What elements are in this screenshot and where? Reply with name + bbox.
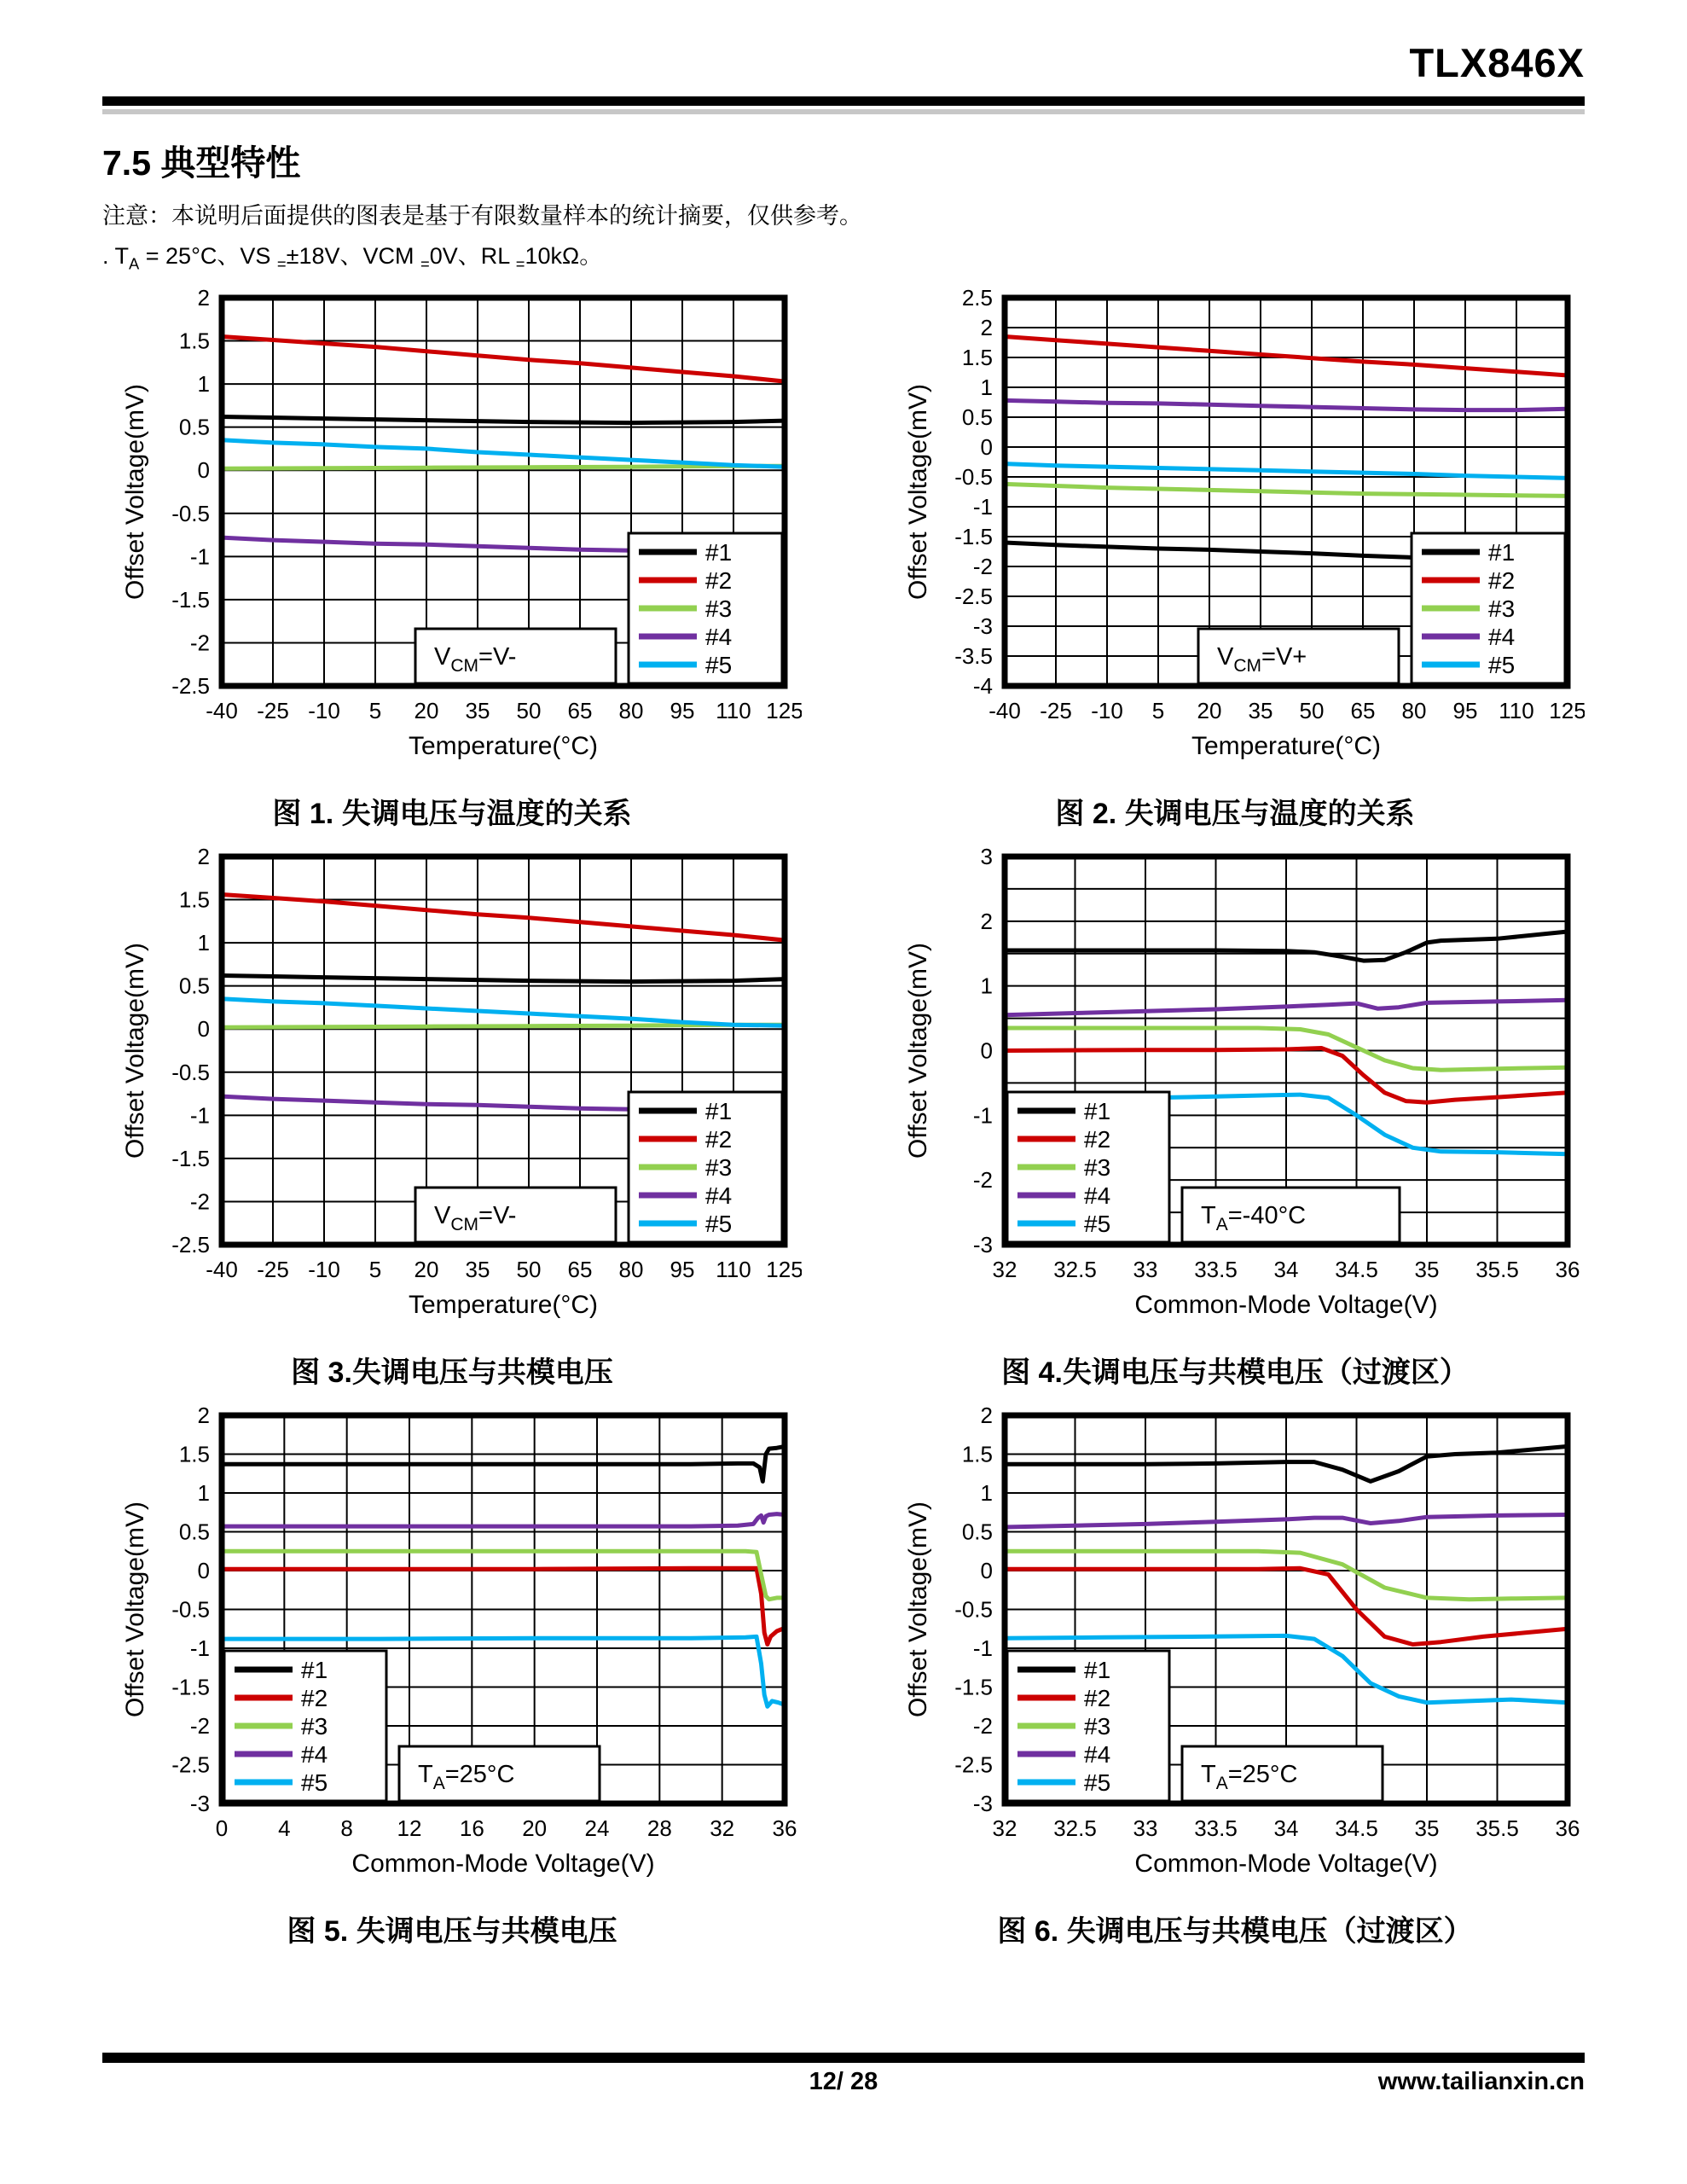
line-chart-figure-6: [885, 1403, 1585, 1906]
header-divider: [102, 96, 1585, 109]
legend-label-#4: #4: [705, 624, 733, 651]
legend-label-#2: #2: [301, 1685, 328, 1712]
y-tick-label: -0.5: [171, 1596, 210, 1623]
y-axis-ticks: [954, 1403, 993, 1816]
legend-label-#4: #4: [1488, 624, 1516, 651]
chart-legend: [1007, 1651, 1169, 1801]
figure-4-caption: 图 4.失调电压与共模电压（过渡区）: [1001, 1356, 1469, 1390]
y-tick-label: 0.5: [178, 973, 210, 1000]
line-chart-figure-2: [885, 285, 1585, 788]
figure-3: [102, 844, 802, 1391]
y-tick-label: 3: [980, 844, 993, 870]
x-tick-label: 50: [516, 1257, 542, 1283]
chart-canvas-2: [885, 285, 1585, 788]
legend-label-#3: #3: [1488, 595, 1516, 623]
x-tick-label: 125: [766, 1257, 802, 1283]
y-tick-label: -2.5: [954, 584, 993, 610]
y-tick-label: -3.5: [954, 643, 993, 670]
legend-label-#4: #4: [301, 1741, 328, 1769]
legend-label-#4: #4: [705, 1182, 733, 1210]
figure-2-caption: 图 2. 失调电压与温度的关系: [1055, 798, 1415, 831]
x-axis-ticks: [993, 1815, 1580, 1841]
series-line-#1: [222, 976, 785, 982]
chart-canvas-5: [102, 1403, 802, 1906]
y-tick-label: 2.5: [961, 285, 993, 311]
x-tick-label: 5: [368, 698, 382, 724]
x-tick-label: 20: [1197, 698, 1222, 724]
charts-grid: [102, 285, 1585, 1949]
x-tick-label: 5: [1151, 698, 1165, 724]
x-axis-ticks: [988, 698, 1585, 723]
x-tick-label: 24: [584, 1815, 610, 1842]
y-tick-label: -2: [972, 1713, 993, 1740]
y-tick-label: 0: [980, 434, 993, 461]
series-line-#5: [222, 999, 785, 1025]
footer-divider: [102, 2053, 1585, 2063]
chart-legend: [629, 533, 782, 683]
y-tick-label: 0: [197, 457, 210, 484]
y-tick-label: -2.5: [171, 673, 210, 700]
line-chart-figure-4: [885, 844, 1585, 1347]
page-number: 12/ 28: [809, 2068, 878, 2095]
legend-label-#1: #1: [1488, 539, 1516, 566]
annotation-text: $T_A=-40^\circ C$: [1201, 1202, 1307, 1235]
section-title: 7.5 典型特性: [102, 143, 301, 183]
x-tick-label: -10: [1091, 698, 1123, 724]
legend-label-#5: #5: [1084, 1211, 1111, 1238]
x-tick-label: 33.5: [1194, 1257, 1238, 1283]
line-chart-figure-3: [102, 844, 802, 1347]
y-tick-label: -3: [972, 613, 993, 640]
y-tick-label: 0: [197, 1016, 210, 1043]
y-tick-label: 1: [980, 973, 993, 1000]
y-axis-title: Offset Voltage(mV): [904, 1502, 932, 1718]
figure-5: [102, 1403, 802, 1949]
x-tick-label: 33.5: [1194, 1815, 1238, 1842]
chart-annotation: [415, 629, 616, 683]
x-tick-label: 8: [340, 1815, 353, 1842]
y-tick-label: -1: [189, 543, 210, 570]
y-axis-title: Offset Voltage(mV): [904, 943, 932, 1159]
y-axis-ticks: [954, 285, 993, 699]
x-tick-label: 20: [414, 1257, 439, 1283]
y-tick-label: 0.5: [178, 1519, 210, 1545]
y-tick-label: -1.5: [954, 1674, 993, 1700]
y-tick-label: 2: [197, 285, 210, 311]
y-tick-label: 2: [197, 1403, 210, 1429]
legend-label-#5: #5: [705, 1211, 733, 1238]
y-tick-label: -1: [189, 1635, 210, 1662]
x-tick-label: -10: [308, 698, 340, 724]
x-tick-label: 50: [516, 698, 542, 724]
x-tick-label: 12: [397, 1815, 422, 1842]
y-tick-label: -2.5: [171, 1232, 210, 1258]
x-tick-label: 35.5: [1475, 1815, 1519, 1842]
x-tick-label: 35: [1414, 1257, 1440, 1283]
legend-label-#3: #3: [301, 1713, 328, 1740]
x-axis-ticks: [993, 1257, 1580, 1282]
legend-label-#2: #2: [1084, 1685, 1111, 1712]
y-tick-label: 2: [197, 844, 210, 870]
legend-label-#2: #2: [705, 567, 733, 595]
legend-label-#1: #1: [301, 1657, 328, 1684]
y-tick-label: -3: [972, 1232, 993, 1258]
x-tick-label: 65: [567, 1257, 593, 1283]
y-tick-label: -2.5: [954, 1751, 993, 1778]
x-tick-label: 4: [278, 1815, 291, 1842]
y-axis-ticks: [171, 1403, 210, 1816]
x-tick-label: 28: [646, 1815, 672, 1842]
y-tick-label: 2: [980, 1403, 993, 1429]
line-chart-figure-1: [102, 285, 802, 788]
y-tick-label: 2: [980, 315, 993, 341]
series-line-#2: [222, 337, 785, 382]
x-tick-label: 110: [716, 1257, 751, 1283]
x-tick-label: 125: [766, 698, 802, 724]
y-tick-label: 1: [197, 371, 210, 398]
x-tick-label: 80: [1401, 698, 1427, 724]
y-tick-label: 0.5: [961, 404, 993, 431]
x-tick-label: 32.5: [1053, 1815, 1097, 1842]
x-tick-label: 32: [710, 1815, 735, 1842]
figure-1-caption: 图 1. 失调电压与温度的关系: [272, 798, 632, 831]
x-tick-label: 95: [670, 698, 695, 724]
legend-label-#3: #3: [1084, 1713, 1111, 1740]
y-tick-label: 2: [980, 909, 993, 935]
y-tick-label: -3: [189, 1791, 210, 1817]
x-tick-label: 110: [1499, 698, 1534, 724]
x-tick-label: 80: [618, 1257, 644, 1283]
legend-label-#2: #2: [1488, 567, 1516, 595]
x-tick-label: 20: [414, 698, 439, 724]
y-axis-title: Offset Voltage(mV): [121, 384, 149, 601]
x-tick-label: 110: [716, 698, 751, 724]
figure-6: [885, 1403, 1585, 1949]
chart-legend: [1412, 533, 1565, 683]
y-tick-label: 1: [197, 930, 210, 956]
y-tick-label: -2: [189, 1188, 210, 1215]
y-tick-label: 1: [980, 375, 993, 401]
x-tick-label: 36: [772, 1815, 797, 1842]
y-tick-label: -4: [972, 673, 993, 700]
y-tick-label: -0.5: [171, 1060, 210, 1086]
y-tick-label: 1.5: [178, 328, 210, 354]
chart-canvas-4: [885, 844, 1585, 1347]
x-tick-label: 34: [1273, 1257, 1299, 1283]
x-tick-label: 36: [1555, 1257, 1580, 1283]
x-tick-label: -25: [1040, 698, 1072, 724]
series-lines: [222, 895, 785, 1111]
legend-label-#1: #1: [1084, 1098, 1111, 1125]
x-tick-label: 95: [1452, 698, 1478, 724]
figure-5-caption: 图 5. 失调电压与共模电压: [287, 1915, 617, 1949]
y-axis-ticks: [171, 285, 210, 699]
chart-legend: [224, 1651, 386, 1801]
x-tick-label: 50: [1299, 698, 1325, 724]
y-axis-title: Offset Voltage(mV): [121, 943, 149, 1159]
x-tick-label: 35: [1414, 1815, 1440, 1842]
x-axis-ticks: [206, 1257, 802, 1282]
document-title: TLX846X: [1409, 40, 1585, 85]
footer-website: www.tailianxin.cn: [1377, 2068, 1585, 2095]
x-tick-label: 125: [1549, 698, 1585, 724]
y-tick-label: 0: [197, 1558, 210, 1584]
x-tick-label: -40: [206, 698, 238, 724]
x-tick-label: -25: [257, 1257, 289, 1283]
y-tick-label: -1.5: [171, 1146, 210, 1172]
page-footer: [102, 2053, 1585, 2102]
legend-label-#5: #5: [1084, 1769, 1111, 1797]
x-tick-label: 35: [465, 698, 490, 724]
series-line-#3: [222, 467, 785, 469]
x-tick-label: 35: [465, 1257, 490, 1283]
y-tick-label: 0.5: [178, 415, 210, 441]
y-tick-label: -1.5: [954, 524, 993, 550]
legend-label-#4: #4: [1084, 1741, 1111, 1769]
x-tick-label: 33: [1133, 1257, 1158, 1283]
series-line-#1: [222, 417, 785, 423]
x-tick-label: 95: [670, 1257, 695, 1283]
x-tick-label: 32: [992, 1815, 1017, 1842]
chart-canvas-3: [102, 844, 802, 1347]
legend-label-#2: #2: [1084, 1126, 1111, 1153]
x-axis-title: Temperature(°C): [408, 732, 599, 761]
x-tick-label: 35: [1248, 698, 1273, 724]
x-tick-label: 65: [567, 698, 593, 724]
series-line-#3: [222, 1552, 785, 1600]
y-tick-label: -0.5: [954, 464, 993, 491]
y-tick-label: -0.5: [954, 1596, 993, 1623]
conditions-line: . $T_A = 25^\circ C$、VS $_=$±18V、VCM $_=$0V、RL $_=$10kΩ。: [102, 243, 603, 273]
x-tick-label: 35.5: [1475, 1257, 1519, 1283]
legend-label-#1: #1: [1084, 1657, 1111, 1684]
y-tick-label: -2.5: [171, 1751, 210, 1778]
x-tick-label: 33: [1133, 1815, 1158, 1842]
x-tick-label: 34.5: [1335, 1257, 1378, 1283]
x-tick-label: 32: [992, 1257, 1017, 1283]
series-line-#2: [1005, 337, 1568, 376]
annotation-text: $V_{CM}=V+$: [1217, 643, 1307, 677]
y-tick-label: 1.5: [961, 1441, 993, 1467]
legend-label-#5: #5: [301, 1769, 328, 1797]
x-tick-label: -25: [257, 698, 289, 724]
chart-annotation: [1182, 1746, 1383, 1801]
y-axis-ticks: [973, 844, 993, 1258]
legend-label-#5: #5: [705, 652, 733, 679]
x-tick-label: 34.5: [1335, 1815, 1378, 1842]
y-axis-title: Offset Voltage(mV): [121, 1502, 149, 1718]
y-tick-label: -1.5: [171, 1674, 210, 1700]
x-tick-label: -40: [988, 698, 1021, 724]
annotation-text: $T_A=25^\circ C$: [418, 1761, 515, 1794]
series-line-#4: [1005, 401, 1568, 410]
y-tick-label: 1: [197, 1480, 210, 1507]
y-tick-label: -1: [972, 494, 993, 520]
y-tick-label: -1: [972, 1102, 993, 1129]
x-axis-title: Common-Mode Voltage(V): [351, 1850, 655, 1879]
y-axis-title: Offset Voltage(mV): [904, 384, 932, 601]
chart-legend: [1007, 1092, 1169, 1242]
y-tick-label: 1.5: [178, 1441, 210, 1467]
line-chart-figure-5: [102, 1403, 802, 1906]
series-line-#5: [222, 440, 785, 467]
y-tick-label: -0.5: [171, 501, 210, 527]
x-tick-label: 65: [1350, 698, 1376, 724]
chart-legend: [629, 1092, 782, 1242]
y-tick-label: 0.5: [961, 1519, 993, 1545]
y-tick-label: -1: [972, 1635, 993, 1662]
legend-label-#2: #2: [705, 1126, 733, 1153]
legend-label-#3: #3: [705, 595, 733, 623]
series-line-#3: [1005, 485, 1568, 497]
legend-label-#4: #4: [1084, 1182, 1111, 1210]
chart-annotation: [1198, 629, 1399, 683]
y-tick-label: 1.5: [178, 886, 210, 913]
annotation-text: $T_A=25^\circ C$: [1201, 1761, 1298, 1794]
x-axis-title: Common-Mode Voltage(V): [1134, 1850, 1438, 1879]
x-tick-label: 34: [1273, 1815, 1299, 1842]
series-line-#5: [1005, 464, 1568, 479]
note-line: 注意：本说明后面提供的图表是基于有限数量样本的统计摘要，仅供参考。: [102, 203, 862, 229]
x-tick-label: 36: [1555, 1815, 1580, 1842]
x-tick-label: 20: [522, 1815, 548, 1842]
x-tick-label: -40: [206, 1257, 238, 1283]
chart-annotation: [399, 1746, 600, 1801]
x-axis-title: Temperature(°C): [1191, 732, 1382, 761]
series-line-#1: [222, 1447, 785, 1482]
x-axis-ticks: [206, 698, 802, 723]
y-tick-label: -2: [972, 554, 993, 580]
y-tick-label: 1: [980, 1480, 993, 1507]
figure-1: [102, 285, 802, 832]
y-tick-label: 0: [980, 1558, 993, 1584]
x-tick-label: 5: [368, 1257, 382, 1283]
annotation-text: $V_{CM}=V-$: [434, 1202, 517, 1235]
series-lines: [222, 337, 785, 552]
x-axis-title: Common-Mode Voltage(V): [1134, 1291, 1438, 1320]
legend-label-#3: #3: [1084, 1154, 1111, 1182]
x-tick-label: 0: [215, 1815, 229, 1842]
y-tick-label: 1.5: [961, 345, 993, 371]
x-axis-ticks: [216, 1815, 797, 1841]
x-tick-label: 80: [618, 698, 644, 724]
x-axis-title: Temperature(°C): [408, 1291, 599, 1320]
annotation-text: $V_{CM}=V-$: [434, 643, 517, 677]
series-line-#2: [222, 895, 785, 941]
y-axis-ticks: [171, 844, 210, 1258]
chart-canvas-6: [885, 1403, 1585, 1906]
x-tick-label: 16: [459, 1815, 484, 1842]
y-tick-label: -2: [189, 630, 210, 656]
legend-label-#3: #3: [705, 1154, 733, 1182]
legend-label-#5: #5: [1488, 652, 1516, 679]
y-tick-label: -1.5: [171, 587, 210, 613]
y-tick-label: -1: [189, 1102, 210, 1129]
series-line-#2: [222, 1569, 785, 1645]
legend-label-#1: #1: [705, 539, 733, 566]
chart-annotation: [415, 1188, 616, 1242]
y-tick-label: -2: [189, 1713, 210, 1740]
figure-2: [885, 285, 1585, 832]
y-tick-label: 0: [980, 1037, 993, 1064]
legend-label-#1: #1: [705, 1098, 733, 1125]
y-tick-label: -2: [972, 1167, 993, 1194]
figure-4: [885, 844, 1585, 1391]
figure-3-caption: 图 3.失调电压与共模电压: [291, 1356, 613, 1390]
y-tick-label: -3: [972, 1791, 993, 1817]
x-tick-label: -10: [308, 1257, 340, 1283]
chart-annotation: [1182, 1188, 1400, 1242]
series-line-#4: [222, 1514, 785, 1527]
x-tick-label: 32.5: [1053, 1257, 1097, 1283]
chart-canvas-1: [102, 285, 802, 788]
figure-6-caption: 图 6. 失调电压与共模电压（过渡区）: [997, 1915, 1473, 1949]
